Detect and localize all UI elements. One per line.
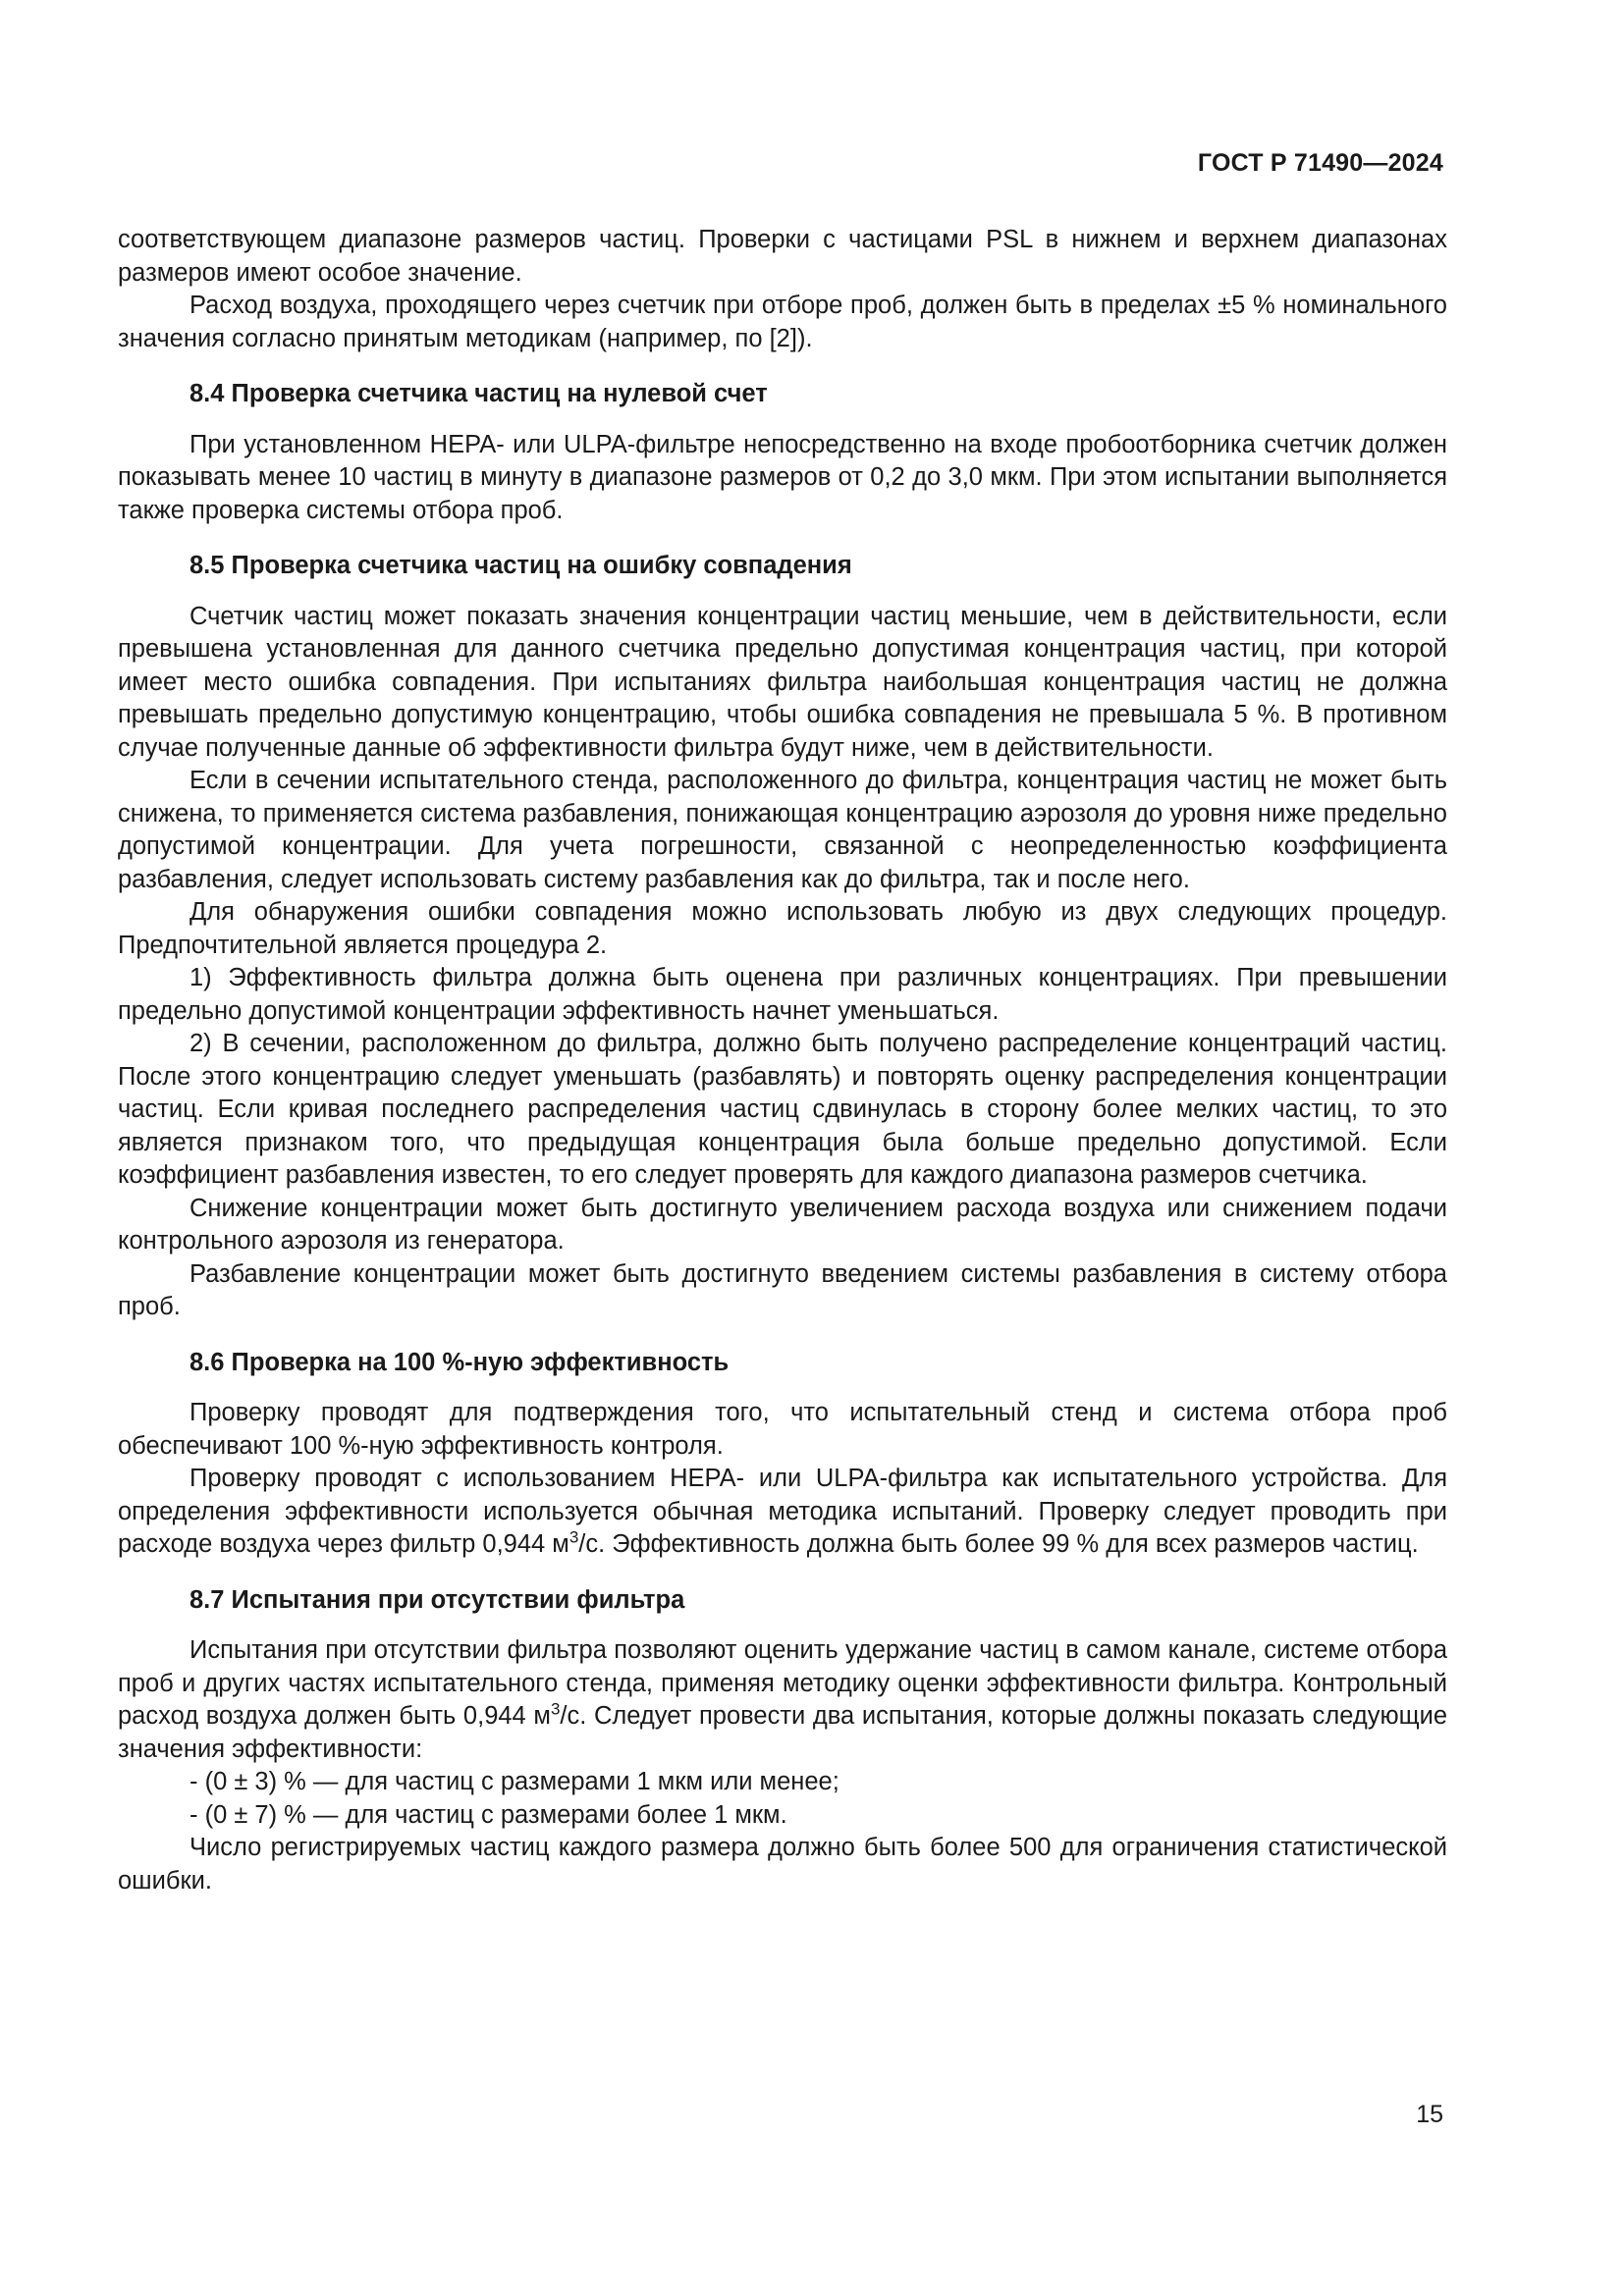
paragraph <box>118 1463 1447 1562</box>
paragraph: Если в сечении испытательного стенда, расположенного до фильтра, концентрация частиц не может быть снижена, то применяется система разбавления, понижающая концентрацию аэрозоля до уровня ниже предельно допустимой концентрации. Для учета погрешности, связанной с неопределенностью коэффициента разбавления, следует использовать систему разбавления как до фильтра, так и после него. <box>118 767 1447 893</box>
paragraph: Счетчик частиц может показать значения концентрации частиц меньшие, чем в действительности, если превышена установленная для данного счетчика предельно допустимая концентрация частиц, при которой имеет место ошибка совпадения. При испытаниях фильтра наибольшая концентрация частиц не должна превышать предельно допустимую концентрацию, чтобы ошибка совпадения не превышала 5 %. В противном случае полученные данные об эффективности фильтра будут ниже, чем в действительности. <box>118 602 1447 762</box>
section-heading-8-4: 8.4 Проверка счетчика частиц на нулевой счет <box>189 380 768 407</box>
paragraph: Число регистрируемых частиц каждого размера должно быть более 500 для ограничения статистической ошибки. <box>118 1834 1447 1895</box>
page-number: 15 <box>1416 2101 1443 2128</box>
list-item: - (0 ± 7) % — для частиц с размерами более 1 мкм. <box>189 1800 787 1829</box>
numbered-paragraph-1: 1) Эффективность фильтра должна быть оценена при различных концентрациях. При превышении предельно допустимой концентрации эффективность начнет уменьшаться. <box>118 964 1447 1025</box>
superscript: 3 <box>550 1699 561 1719</box>
paragraph: Проверку проводят для подтверждения того, что испытательный стенд и система отбора проб обеспечивают 100 %-ную эффективность контроля. <box>118 1399 1447 1460</box>
document-code-header: ГОСТ Р 71490—2024 <box>1197 149 1443 177</box>
paragraph: При установленном HEPA- или ULPA-фильтре непосредственно на входе пробоотборника счетчик должен показывать менее 10 частиц в минуту в диапазоне размеров от 0,2 до 3,0 мкм. При этом испытании выполняется также проверка системы отбора проб. <box>118 430 1447 524</box>
paragraph: Разбавление концентрации может быть достигнуто введением системы разбавления в систему отбора проб. <box>118 1259 1447 1320</box>
paragraph <box>118 1634 1447 1766</box>
section-heading-8-5: 8.5 Проверка счетчика частиц на ошибку совпадения <box>189 552 852 579</box>
superscript: 3 <box>568 1527 579 1547</box>
section-heading-8-7: 8.7 Испытания при отсутствии фильтра <box>189 1585 685 1614</box>
paragraph-continued: соответствующем диапазоне размеров частиц. Проверки с частицами PSL в нижнем и верхнем диапазонах размеров имеют особое значение. <box>118 226 1447 287</box>
paragraph: Расход воздуха, проходящего через счетчик при отборе проб, должен быть в пределах ±5 % номинального значения согласно принятым методикам (например, по [2]). <box>118 292 1447 352</box>
list-item: - (0 ± 3) % — для частиц с размерами 1 мкм или менее; <box>189 1768 839 1795</box>
text-run: /с. Эффективность должна быть более 99 % для всех размеров частиц. <box>578 1530 1419 1558</box>
text-run: Испытания при отсутствии фильтра позволяют оценить удержание частиц в самом канале, системе отбора проб и других частях испытательного стенда, применяя методику оценки эффективности фильтра. Контрольный расход воздуха должен быть 0,944 м <box>118 1636 1447 1730</box>
paragraph: Для обнаружения ошибки совпадения можно использовать любую из двух следующих процедур. Предпочтительной является процедура 2. <box>118 898 1447 959</box>
dash-list <box>118 1766 1447 1832</box>
text-run: Проверку проводят с использованием HEPA- или ULPA-фильтра как испытательного устройства. Для определения эффективности используется обычная методика испытаний. Проверку следует проводить при расходе воздуха через фильтр 0,944 м <box>118 1465 1447 1558</box>
paragraph: Снижение концентрации может быть достигнуто увеличением расхода воздуха или снижением подачи контрольного аэрозоля из генератора. <box>118 1194 1447 1255</box>
section-heading-8-6: 8.6 Проверка на 100 %-ную эффективность <box>189 1348 730 1376</box>
document-body <box>118 224 1447 1897</box>
text-run: /с. Следует провести два испытания, которые должны показать следующие значения эффективности: <box>118 1702 1447 1763</box>
numbered-paragraph-2: 2) В сечении, расположенном до фильтра, должно быть получено распределение концентраций частиц. После этого концентрацию следует уменьшать (разбавлять) и повторять оценку распределения концентрации частиц. Если кривая последнего распределения частиц сдвинулась в сторону более мелких частиц, то это является признаком того, что предыдущая концентрация была больше предельно допустимой. Если коэффициент разбавления известен, то его следует проверять для каждого диапазона размеров счетчика. <box>118 1030 1447 1189</box>
